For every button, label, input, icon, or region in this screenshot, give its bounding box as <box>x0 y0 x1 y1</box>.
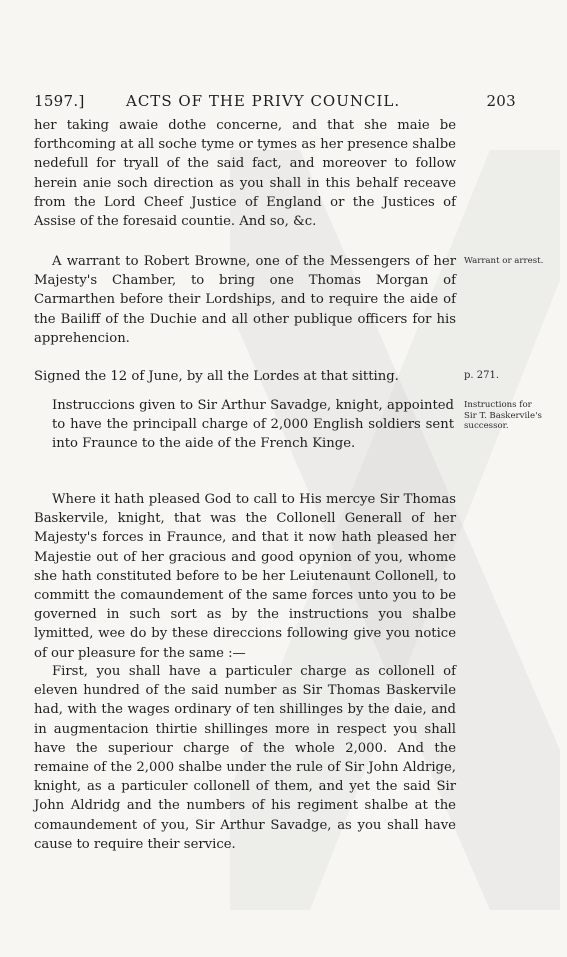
paragraph-where: Where it hath pleased God to call to His mercye Sir Thomas Baskervile, knight, that was the Collonell Generall of her Majesty's forces in Fraunce, and that it now hath pleased her Majestie out of her gracious and good opynion of you, whome she hath constituted before to be her Leiutenaunt Collonell, to committ the comaundement of the same forces unto you to be governed in such sort as by the instructions you shalbe lymitted, wee do by these direccions following give you notice of our pleasure for the same :— <box>34 492 456 661</box>
margin-note-instructions: Instructions for Sir T. Baskervile's successor. <box>464 400 542 431</box>
header-year: 1597.] <box>34 92 85 110</box>
instructions-heading: Instruccions given to Sir Arthur Savadge, knight, appointed to have the principall charge of 2,000 English soldiers sent into Fraunce to the aide of the French Kinge. <box>52 398 454 452</box>
paragraph-first: First, you shall have a particuler charge as collonell of eleven hundred of the said number as Sir Thomas Baskervile had, with the wages ordinary of ten shillinges by the daie, and in augmentacion thirtie shillinges more in respect you shall have the superiour charge of the whole 2,000. And the remaine of the 2,000 shalbe under the rule of Sir John Aldrige, knight, as a particuler collonell of them, and yet the said Sir John Aldridg and the numbers of his regiment shalbe at the comaundement of you, Sir Arthur Savadge, as you shall have cause to require their service. <box>34 664 456 852</box>
signed-line: Signed the 12 of June, by all the Lordes at that sitting. <box>34 369 399 384</box>
margin-note-warrant: Warrant or arrest. <box>464 256 544 266</box>
margin-page-reference: p. 271. <box>464 370 500 381</box>
paragraph-continuation: her taking awaie dothe concerne, and that she maie be forthcoming at all soche tyme or tymes as her presence shalbe nedefull for tryall of the said fact, and moreover to follow herein anie soch direction as you shall in this behalf receave from the Lord Cheef Justice of England or the Justices of Assise of the foresaid countie. And so, &c. <box>34 118 456 230</box>
paragraph-warrant: A warrant to Robert Browne, one of the Messengers of her Majesty's Chamber, to bring one Thomas Morgan of Carmarthen before their Lordships, and to require the aide of the Bailiff of the Duchie and all other publique officers for his apprehencion. <box>34 254 456 346</box>
page-number: 203 <box>486 92 516 110</box>
header-title: ACTS OF THE PRIVY COUNCIL. <box>126 92 401 110</box>
